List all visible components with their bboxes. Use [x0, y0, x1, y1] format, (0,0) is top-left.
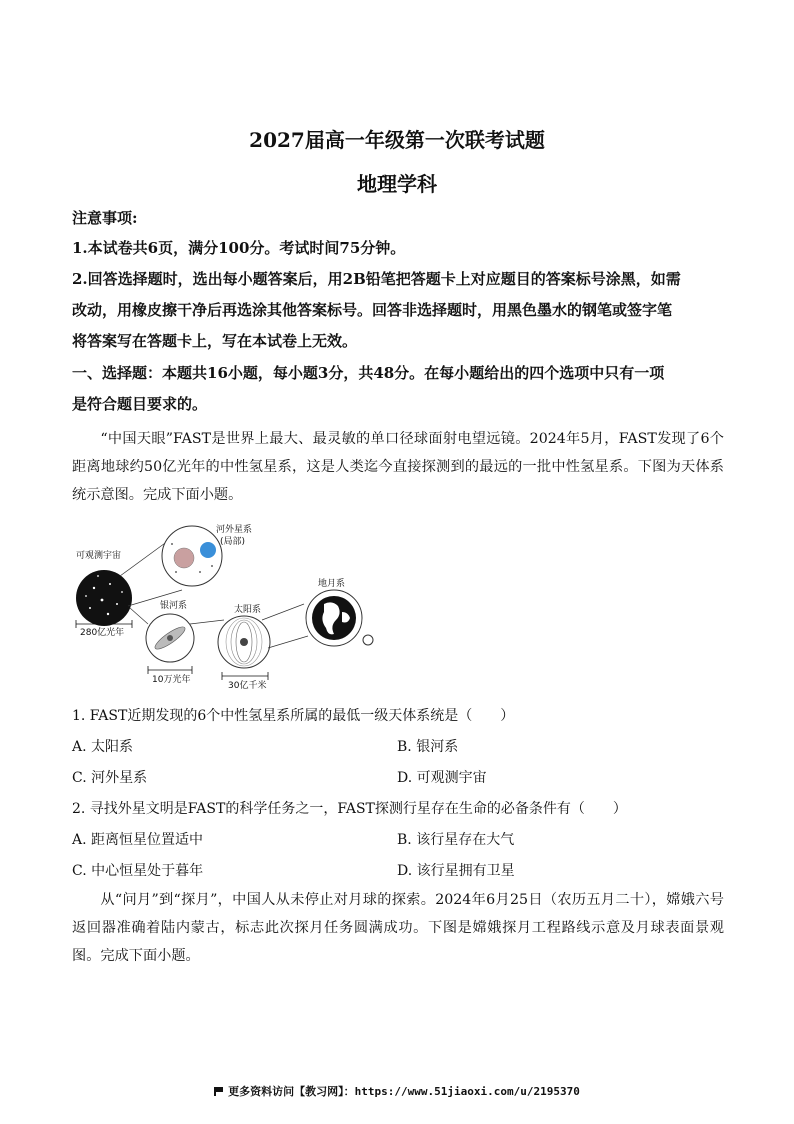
question-2-option-d: D. 该行星拥有卫星: [397, 863, 515, 879]
question-1-option-a: A. 太阳系: [72, 739, 134, 755]
question-1-stem: 1. FAST近期发现的6个中性氢星系所属的最低一级天体系统是（ ）: [72, 708, 515, 724]
note-item-2-line-3: 将答案写在答题卡上，写在本试卷上无效。: [72, 332, 358, 350]
label-size-solar: 30亿千米: [228, 681, 267, 691]
question-1-option-b: B. 银河系: [397, 739, 459, 755]
question-1-option-d: D. 可观测宇宙: [397, 770, 487, 786]
label-earth-moon: 地月系: [318, 579, 346, 589]
notes-heading: 注意事项:: [72, 209, 138, 227]
note-item-1: 1.本试卷共6页，满分100分。考试时间75分钟。: [72, 239, 406, 257]
label-solar-system: 太阳系: [234, 605, 262, 615]
question-2-option-a: A. 距离恒星位置适中: [72, 832, 204, 848]
question-2-option-c: C. 中心恒星处于暮年: [72, 863, 204, 879]
subject-title: 地理学科: [357, 172, 437, 196]
footer: [0, 1083, 794, 1099]
celestial-systems-figure: [72, 520, 382, 700]
observable-universe-icon: [76, 570, 132, 626]
label-milky-way: 银河系: [160, 601, 188, 611]
label-observable-universe: 可观测宇宙: [76, 551, 122, 561]
label-other-galaxy: 河外星系: [216, 525, 253, 535]
label-size-universe: 280亿光年: [80, 628, 125, 638]
footer-link[interactable]: 更多资料访问【教习网】：https://www.51jiaoxi.com/u/2195370: [228, 1085, 580, 1098]
passage-fast: “中国天眼”FAST是世界上最大、最灵敏的单口径球面射电望远镜。2024年5月，FAST发现了6个距离地球约50亿光年的中性氢星系，这是人类迄今直接探测到的最远的一批中性氢星系。下图为天体系统示意图。完成下面小题。: [72, 431, 724, 503]
section-heading-line-2: 是符合题目要求的。: [72, 395, 208, 413]
question-2-stem: 2. 寻找外星文明是FAST的科学任务之一，FAST探测行星存在生命的必备条件有（ ）: [72, 801, 627, 817]
label-partial: (局部): [220, 537, 246, 547]
note-item-2-line-1: 2.回答选择题时，选出每小题答案后，用2B铅笔把答题卡上对应题目的答案标号涂黑，如需: [72, 270, 681, 288]
passage-moon: 从“问月”到“探月”，中国人从未停止对月球的探索。2024年6月25日（农历五月二十），嫦娥六号返回器准确着陆内蒙古，标志此次探月任务圆满成功。下图是嫦娥探月工程路线示意及月球表面景观图。完成下面小题。: [72, 892, 724, 964]
question-1-option-c: C. 河外星系: [72, 770, 148, 786]
section-heading-line-1: 一、选择题：本题共16小题，每小题3分，共48分。在每小题给出的四个选项中只有一项: [72, 364, 665, 382]
question-2-option-b: B. 该行星存在大气: [397, 832, 515, 848]
note-item-2-line-2: 改动，用橡皮擦干净后再选涂其他答案标号。回答非选择题时，用黑色墨水的钢笔或签字笔: [72, 301, 673, 319]
flag-icon: [214, 1087, 224, 1096]
exam-title: 2027届高一年级第一次联考试题: [249, 128, 545, 152]
moon-icon: [363, 635, 373, 645]
label-size-milky-way: 10万光年: [152, 675, 191, 685]
